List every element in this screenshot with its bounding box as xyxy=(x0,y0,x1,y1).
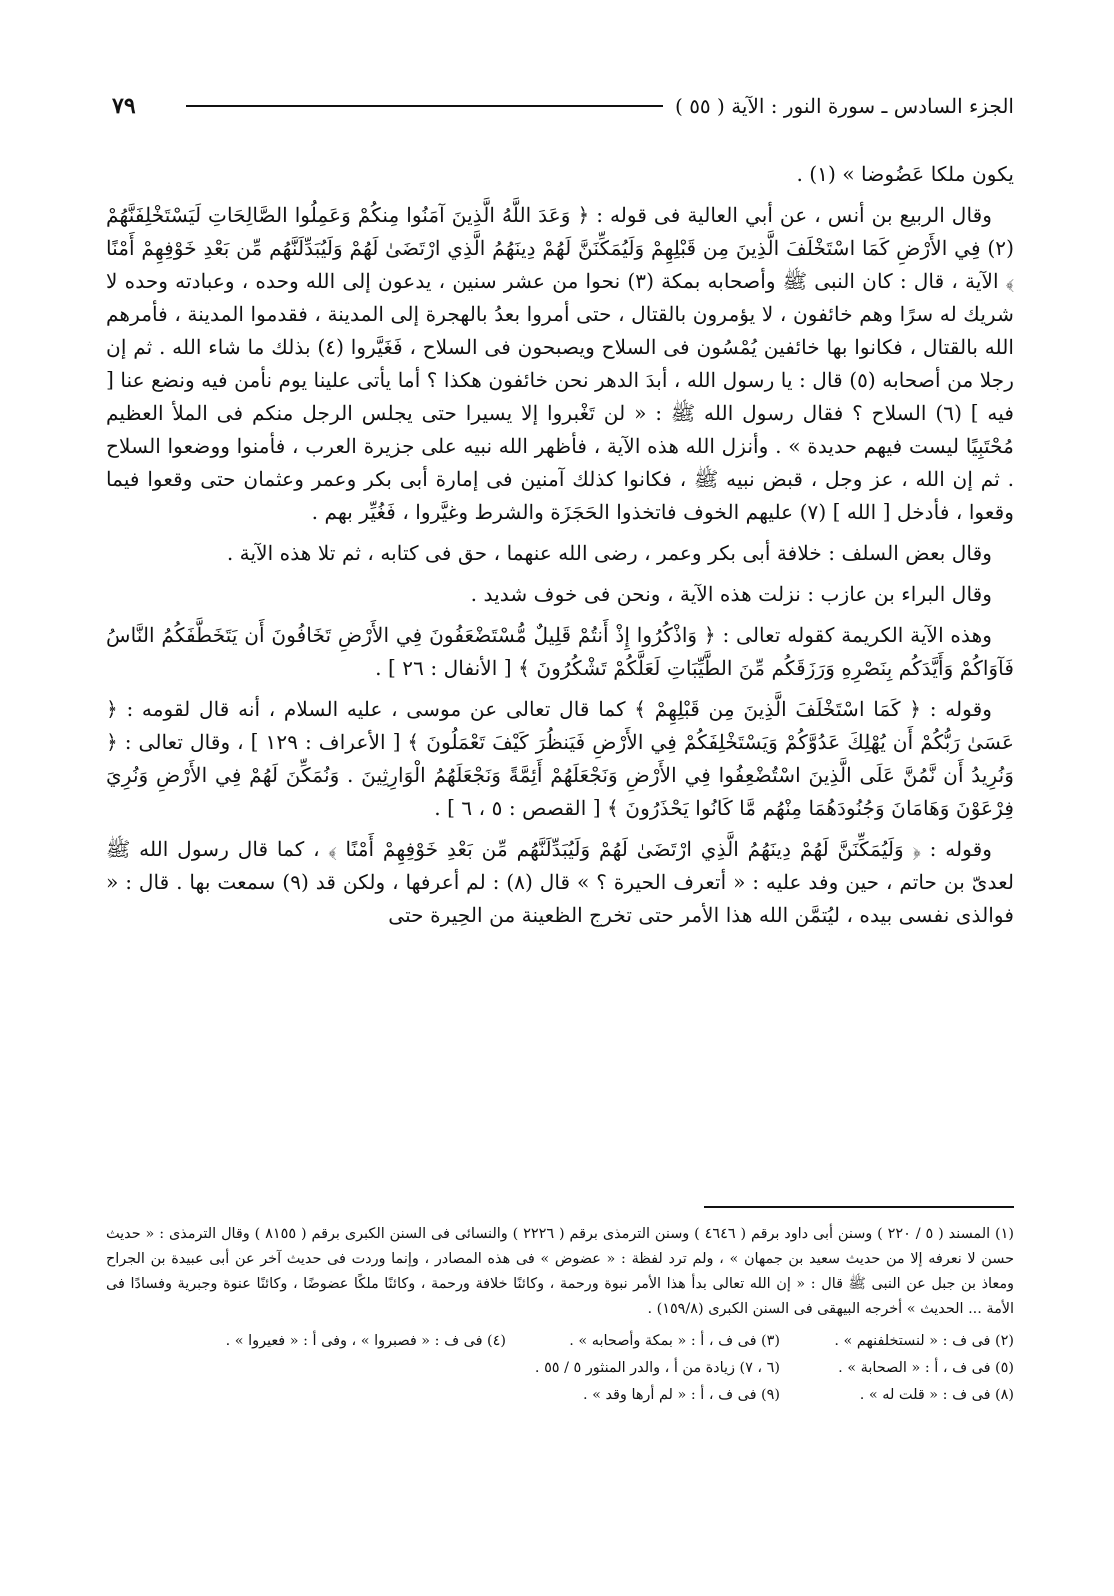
footnote-separator xyxy=(704,1206,1014,1208)
footnote-4: (٤) فى ف : « فصبروا » ، وفى أ : « فعيروا » . xyxy=(225,1333,506,1349)
paragraph-7: وقوله : ﴿ وَلَيُمَكِّنَنَّ لَهُمْ دِينَهُمُ الَّذِي ارْتَضَىٰ لَهُمْ وَلَيُبَدِّلَنَّهُم مِّن بَعْدِ خَوْفِهِمْ أَمْنًا ﴾ ، كما قال رسول الله ﷺ لعدىّ بن حاتم ، حين وفد عليه : « أتعرف الحيرة ؟ » قال (٨) : لم أعرفها ، ولكن قد (٩) سمعت بها . قال : « فوالذى نفسى بيده ، ليُتمَّن الله هذا الأمر حتى تخرج الظعينة من الحِيرة حتى xyxy=(106,837,1014,927)
footnote-8: (٨) فى ف : « قلت له » . xyxy=(859,1387,1014,1403)
footnote-5: (٥) فى ف ، أ : « الصحابة » . xyxy=(838,1360,1014,1376)
paragraph-4: وقال البراء بن عازب : نزلت هذه الآية ، ونحن فى خوف شديد . xyxy=(470,582,992,606)
header-rule xyxy=(186,105,663,107)
footnote-6-7: (٦ ، ٧) زيادة من أ ، والدر المنثور ٥ / ٥٥ . xyxy=(534,1360,780,1376)
footnote-9: (٩) فى ف ، أ : « لم أرها وقد » . xyxy=(582,1387,780,1403)
paragraph-2: وقال الربيع بن أنس ، عن أبي العالية فى قوله : ﴿ وَعَدَ اللَّهُ الَّذِينَ آمَنُوا مِنكُمْ وَعَمِلُوا الصَّالِحَاتِ لَيَسْتَخْلِفَنَّهُمْ (٢) فِي الأَرْضِ كَمَا اسْتَخْلَفَ الَّذِينَ مِن قَبْلِهِمْ وَلَيُمَكِّنَنَّ لَهُمْ دِينَهُمُ الَّذِي ارْتَضَىٰ لَهُمْ وَلَيُبَدِّلَنَّهُم مِّن بَعْدِ خَوْفِهِمْ أَمْنًا ﴾ الآية ، قال : كان النبى ﷺ وأصحابه بمكة (٣) نحوا من عشر سنين ، يدعون إلى الله وحده ، وعبادته وحده لا شريك له سرًا وهم خائفون ، لا يؤمرون بالقتال ، حتى أمروا بعدُ بالهجرة إلى المدينة ، فقدموا المدينة ، فأمرهم الله بالقتال ، فكانوا بها خائفين يُمْسُون فى السلاح ويصبحون فى السلاح ، فَغَيَّروا (٤) بذلك ما شاء الله . ثم إن رجلا من أصحابه (٥) قال : يا رسول الله ، أبدَ الدهر نحن خائفون هكذا ؟ أما يأتى علينا يوم نأمن فيه ونضع عنا [ فيه ] (٦) السلاح ؟ فقال رسول الله ﷺ : « لن تَغْبروا إلا يسيرا حتى يجلس الرجل منكم فى الملأ العظيم مُحْتَبِيًا ليست فيهم حديدة » . وأنزل الله هذه الآية ، فأظهر الله نبيه على جزيرة العرب ، فأمنوا ووضعوا السلاح . ثم إن الله ، عز وجل ، قبض نبيه ﷺ ، فكانوا كذلك آمنين فى إمارة أبى بكر وعمر وعثمان حتى وقعوا فيما وقعوا ، فأدخل [ الله ] (٧) عليهم الخوف فاتخذوا الحَجَزَة والشرط وغيَّروا ، فَغُيِّر بهم . xyxy=(106,203,1015,524)
paragraph-6: وقوله : ﴿ كَمَا اسْتَخْلَفَ الَّذِينَ مِن قَبْلِهِمْ ﴾ كما قال تعالى عن موسى ، عليه السلام ، أنه قال لقومه : ﴿ عَسَىٰ رَبُّكُمْ أَن يُهْلِكَ عَدُوَّكُمْ وَيَسْتَخْلِفَكُمْ فِي الأَرْضِ فَيَنظُرَ كَيْفَ تَعْمَلُونَ ﴾ [ الأعراف : ١٢٩ ] ، وقال تعالى : ﴿ وَنُرِيدُ أَن نَّمُنَّ عَلَى الَّذِينَ اسْتُضْعِفُوا فِي الأَرْضِ وَنَجْعَلَهُمْ أَئِمَّةً وَنَجْعَلَهُمُ الْوَارِثِينَ . وَنُمَكِّنَ لَهُمْ فِي الأَرْضِ وَنُرِيَ فِرْعَوْنَ وَهَامَانَ وَجُنُودَهُمَا مِنْهُم مَّا كَانُوا يَحْذَرُونَ ﴾ [ القصص : ٥ ، ٦ ] . xyxy=(106,697,1014,820)
footnote-2: (٢) فى ف : « لنستخلفنهم » . xyxy=(834,1333,1014,1349)
footnote-3: (٣) فى ف ، أ : « بمكة وأصحابه » . xyxy=(569,1333,780,1349)
page-header xyxy=(112,88,1014,124)
footnotes xyxy=(106,1222,1014,1409)
paragraph-3: وقال بعض السلف : خلافة أبى بكر وعمر ، رضى الله عنهما ، حق فى كتابه ، ثم تلا هذه الآية . xyxy=(226,541,992,565)
footnote-empty xyxy=(106,1355,506,1382)
running-title: الجزء السادس ـ سورة النور : الآية ( ٥٥ ) xyxy=(675,94,1014,118)
paragraph-1: يكون ملكا عَضُوضا » (١) . xyxy=(796,162,1014,186)
main-text xyxy=(106,158,1014,940)
footnote-grid xyxy=(106,1328,1014,1409)
page-number: ٧٩ xyxy=(112,93,136,119)
footnote-1: (١) المسند ( ٥ / ٢٢٠ ) وسنن أبى داود برقم ( ٤٦٤٦ ) وسنن الترمذى برقم ( ٢٢٢٦ ) والنسائى فى السنن الكبرى برقم ( ٨١٥٥ ) وقال الترمذى : « حديث حسن لا نعرفه إلا من حديث سعيد بن جمهان » ، ولم ترد لفظة : « عضوض » فى هذه المصادر ، وإنما وردت فى حديث آخر عن أبى عبيدة بن الجراح ومعاذ بن جبل عن النبى ﷺ قال : « إن الله تعالى بدأ هذا الأمر نبوة ورحمة ، وكائنًا خلافة ورحمة ، وكائنًا ملكًا عضوضًا ، وكائنًا عنوة وجبرية وفسادًا فى الأمة ... الحديث » أخرجه البيهقى فى السنن الكبرى (١٥٩/٨) . xyxy=(106,1226,1014,1317)
paragraph-5: وهذه الآية الكريمة كقوله تعالى : ﴿ وَاذْكُرُوا إِذْ أَنتُمْ قَلِيلٌ مُّسْتَضْعَفُونَ فِي الأَرْضِ تَخَافُونَ أَن يَتَخَطَّفَكُمُ النَّاسُ فَآوَاكُمْ وَأَيَّدَكُم بِنَصْرِهِ وَرَزَقَكُم مِّنَ الطَّيِّبَاتِ لَعَلَّكُمْ تَشْكُرُونَ ﴾ [ الأنفال : ٢٦ ] . xyxy=(106,623,1014,680)
